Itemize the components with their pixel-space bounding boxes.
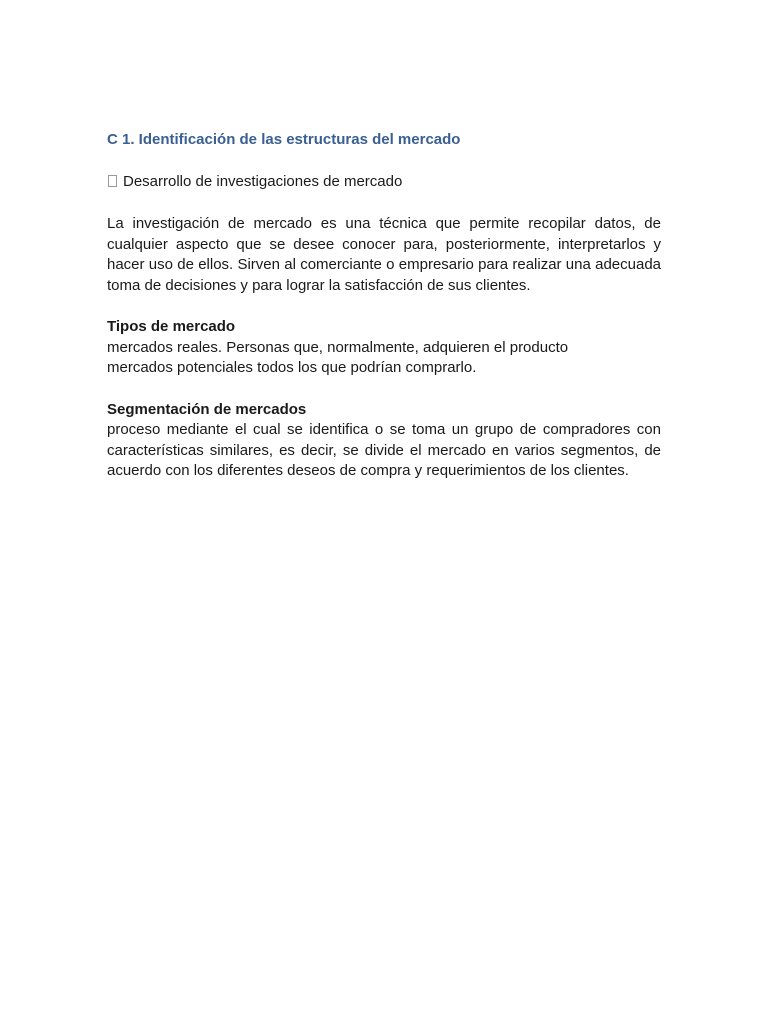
types-title: Tipos de mercado: [107, 318, 236, 335]
types-line-potential: mercados potenciales todos los que podrían comprarlo.: [107, 359, 477, 376]
intro-paragraph: La investigación de mercado es una técnica que permite recopilar datos, de cualquier aspecto que se desee conocer para, posteriormente, interpretarlos y hacer uso de ellos. Sirven al comerciante o empresario para realizar una adecuada toma de decisiones y para lograr la satisfacción de sus clientes.: [107, 215, 661, 294]
segmentation-paragraph: proceso mediante el cual se identifica o se toma un grupo de compradores con características similares, es decir, se divide el mercado en varios segmentos, de acuerdo con los diferentes deseos de compra y requerimientos de los clientes.: [107, 421, 661, 479]
bullet-item: [107, 172, 661, 192]
document-page: [107, 130, 661, 482]
segmentation-title: Segmentación de mercados: [107, 400, 307, 418]
section-heading: C 1. Identificación de las estructuras del mercado: [107, 131, 461, 148]
bullet-text: Desarrollo de investigaciones de mercado: [123, 173, 403, 190]
types-line-real: mercados reales. Personas que, normalmente, adquieren el producto: [107, 338, 569, 356]
missing-glyph-box-icon: [108, 175, 117, 187]
